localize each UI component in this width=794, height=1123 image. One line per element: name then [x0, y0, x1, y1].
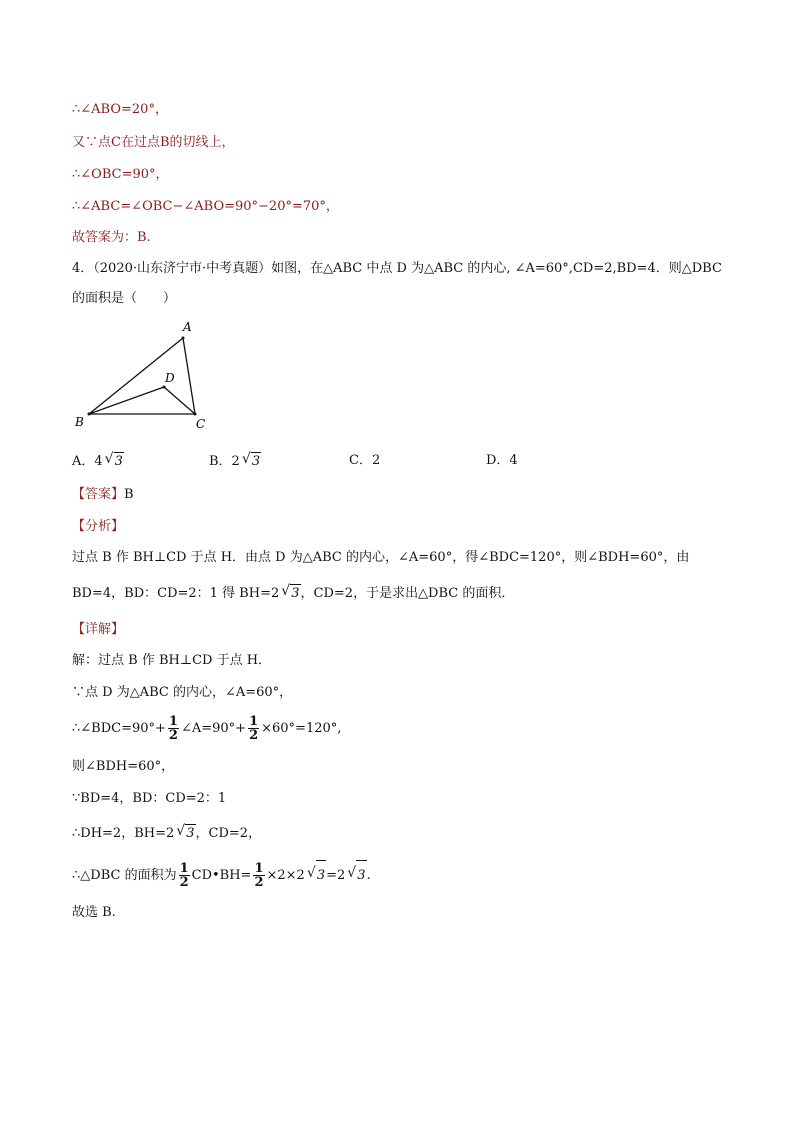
analysis-line-2: BD=4，BD：CD=2：1 得 BH=2 √ 3，CD=2，于是求出△DBC 的面积． [72, 583, 515, 601]
option-c: C．2 [349, 453, 381, 468]
options-row [72, 452, 552, 470]
fraction-half: $\frac{1}{2}$ [179, 861, 189, 890]
analysis-label: 【分析】 [72, 519, 125, 534]
edge-ac [183, 338, 195, 414]
sqrt-symbol: √ 3 [281, 583, 300, 601]
detail-line-3: ∴∠BDC=90°+ $\frac{1}{2}$ ∠A=90°+ $\frac{1}{2}$ ×60°=120°, [72, 714, 342, 743]
label-d: D [165, 371, 175, 385]
prev-line-4: ∴∠ABC=∠OBC−∠ABO=90°−20°=70°， [72, 199, 339, 214]
question-line-1: 4．（2020·山东济宁市·中考真题）如图，在△ABC 中点 D 为△ABC 的内心, ∠A=60°,CD=2,BD=4．则△DBC [72, 261, 722, 276]
option-a: A．4 √ 3 [72, 451, 123, 469]
label-b: B [75, 415, 84, 429]
segment-bd [89, 387, 164, 414]
answer-value: B [124, 487, 134, 502]
detail-line-5: ∵BD=4，BD：CD=2：1 [72, 791, 227, 806]
answer-label: 【答案】 [72, 487, 125, 502]
prev-line-3: ∴∠OBC=90°， [72, 167, 169, 182]
fraction-half: $\frac{1}{2}$ [249, 714, 259, 743]
analysis-line-1: 过点 B 作 BH⊥CD 于点 H．由点 D 为△ABC 的内心，∠A=60°，得∠BDC=120°，则∠BDH=60°，由 [72, 550, 690, 565]
option-b: B．2 √ 3 [209, 451, 261, 469]
triangle-figure [70, 318, 220, 436]
vertex-b [88, 413, 91, 416]
label-c: C [196, 417, 206, 431]
vertex-a [182, 337, 185, 340]
prev-line-1: ∴∠ABO=20°， [72, 102, 168, 117]
detail-label: 【详解】 [72, 622, 125, 637]
detail-line-4: 则∠BDH=60°， [72, 759, 175, 774]
vertex-c [194, 413, 197, 416]
question-line-2: 的面积是（ ） [72, 291, 177, 306]
detail-line-8: 故选 B. [72, 905, 116, 920]
detail-line-7: ∴△DBC 的面积为 $\frac{1}{2}$ CD•BH= $\frac{1}{2}$ ×2×2 √ 3=2 √ 3. [72, 861, 371, 890]
fraction-half: $\frac{1}{2}$ [168, 714, 178, 743]
label-a: A [183, 320, 192, 334]
detail-line-1: 解：过点 B 作 BH⊥CD 于点 H． [72, 653, 272, 668]
sqrt-symbol: √ 3 [307, 860, 326, 891]
sqrt-symbol: √ 3 [347, 860, 366, 891]
fraction-half: $\frac{1}{2}$ [254, 861, 264, 890]
option-d: D．4 [486, 453, 518, 468]
prev-line-2: 又∵点C在过点B的切线上， [72, 135, 235, 150]
vertex-d [163, 386, 166, 389]
segment-dc [164, 387, 195, 414]
detail-line-2: ∵点 D 为△ABC 的内心，∠A=60°， [72, 685, 293, 700]
detail-line-6: ∴DH=2，BH=2 √ 3，CD=2， [72, 823, 262, 841]
sqrt-symbol: √ 3 [176, 823, 195, 841]
prev-line-5: 故答案为：B. [72, 230, 151, 245]
answer-line [72, 486, 134, 504]
